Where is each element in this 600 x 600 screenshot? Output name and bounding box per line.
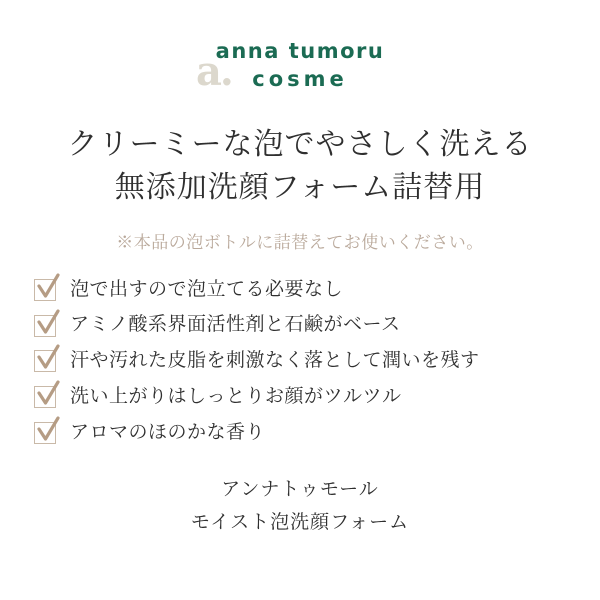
check-mark-icon (34, 279, 56, 301)
check-mark-icon (34, 386, 56, 408)
list-item (34, 350, 600, 373)
list-item (34, 314, 600, 337)
headline (68, 123, 533, 210)
list-item-label: アミノ酸系界面活性剤と石鹸がベース (70, 314, 401, 336)
brand-name-line1: anna tumoru (215, 39, 385, 63)
list-item (34, 386, 600, 409)
brand-monogram-icon: a. (196, 48, 232, 95)
feature-list (0, 279, 600, 445)
list-item (34, 279, 600, 302)
headline-line2: 無添加洗顔フォーム詰替用 (114, 171, 486, 204)
list-item-label: 泡で出すので泡立てる必要なし (70, 278, 344, 300)
product-name-line2: モイスト泡洗顔フォーム (190, 511, 410, 533)
usage-note: ※本品の泡ボトルに詰替えてお使いください。 (116, 232, 484, 252)
product-name (0, 474, 600, 539)
list-item-label: 汗や汚れた皮脂を刺激なく落として潤いを残す (70, 350, 480, 372)
list-item-label: 洗い上がりはしっとりお顔がツルツル (70, 385, 402, 407)
check-mark-icon (34, 422, 56, 444)
check-mark-icon (34, 350, 56, 372)
brand-logo (0, 38, 600, 93)
product-name-line1: アンナトゥモール (221, 479, 379, 501)
list-item-label: アロマのほのかな香り (70, 421, 266, 443)
brand-name-line2: cosme (252, 67, 348, 92)
list-item (34, 422, 600, 445)
check-mark-icon (34, 315, 56, 337)
headline-line1: クリーミーな泡でやさしく洗える (67, 127, 533, 161)
